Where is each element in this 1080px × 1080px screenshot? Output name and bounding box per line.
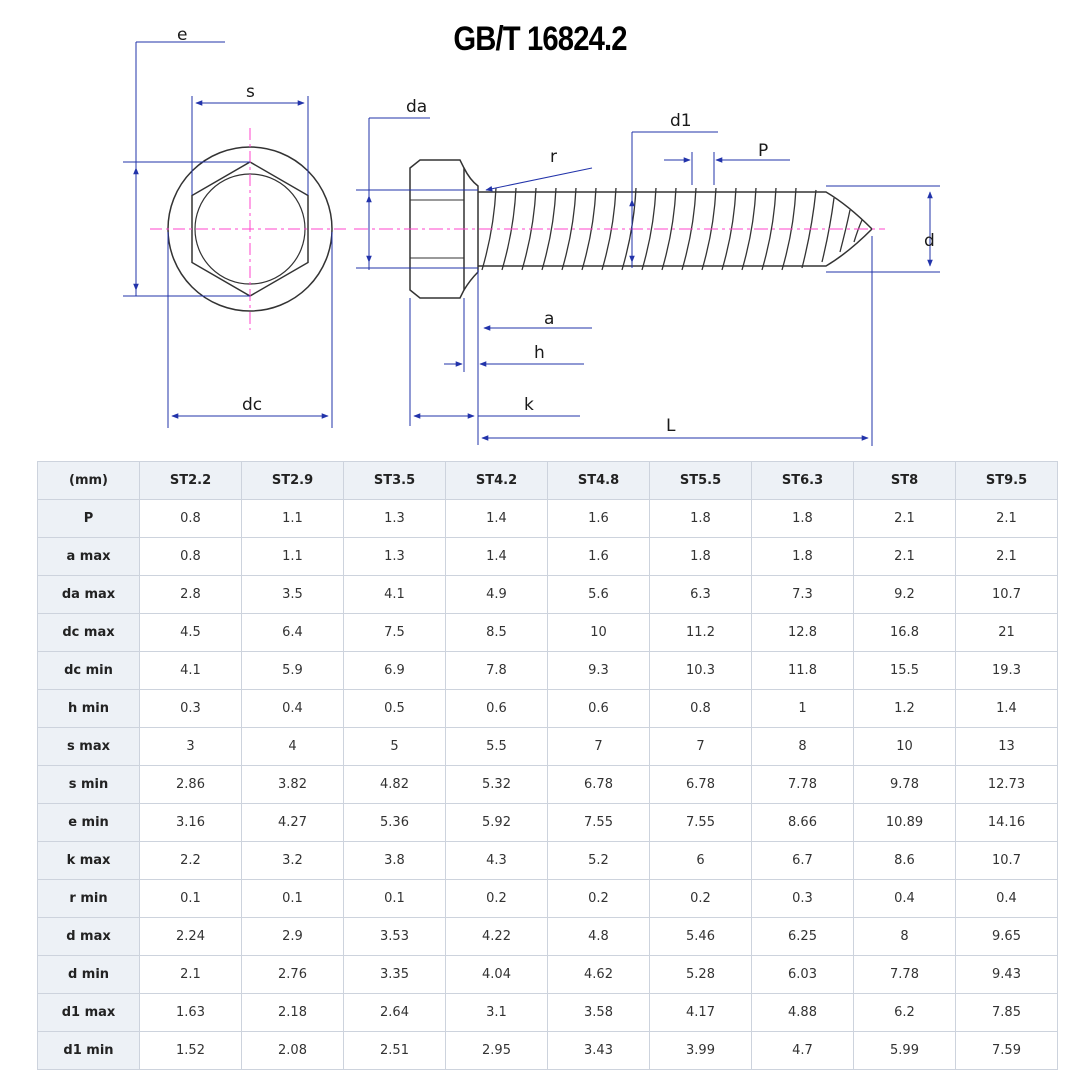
table-cell: 10.7 — [956, 576, 1058, 614]
label-dc: dc — [242, 395, 263, 415]
table-row — [38, 538, 1058, 576]
table-cell: 1.4 — [446, 500, 548, 538]
table-cell: 2.76 — [242, 956, 344, 994]
head-front-view — [150, 128, 350, 330]
dim-P — [664, 152, 790, 185]
dim-da — [356, 118, 478, 270]
table-cell: 2.08 — [242, 1032, 344, 1070]
table-cell: 1.6 — [548, 500, 650, 538]
table-cell: 12.73 — [956, 766, 1058, 804]
table-cell: 7.8 — [446, 652, 548, 690]
table-cell: 3.8 — [344, 842, 446, 880]
table-cell: 5.92 — [446, 804, 548, 842]
table-cell: 7 — [650, 728, 752, 766]
size-header: ST4.8 — [548, 462, 650, 500]
table-cell: 3.43 — [548, 1032, 650, 1070]
table-cell: 1.8 — [752, 538, 854, 576]
table-cell: 4.9 — [446, 576, 548, 614]
table-cell: 10.3 — [650, 652, 752, 690]
table-cell: 0.4 — [854, 880, 956, 918]
row-label: r min — [38, 880, 140, 918]
table-cell: 0.8 — [140, 500, 242, 538]
table-cell: 6 — [650, 842, 752, 880]
table-cell: 5.5 — [446, 728, 548, 766]
table-cell: 3.16 — [140, 804, 242, 842]
table-cell: 1.1 — [242, 500, 344, 538]
label-k: k — [524, 395, 534, 415]
table-cell: 15.5 — [854, 652, 956, 690]
table-cell: 2.9 — [242, 918, 344, 956]
table-cell: 3.99 — [650, 1032, 752, 1070]
label-d1: d1 — [670, 111, 692, 131]
label-e: e — [177, 25, 188, 45]
table-row — [38, 994, 1058, 1032]
screw-technical-drawing — [0, 0, 1080, 455]
table-row — [38, 1032, 1058, 1070]
dim-e — [123, 42, 250, 296]
table-cell: 4.3 — [446, 842, 548, 880]
table-cell: 8.5 — [446, 614, 548, 652]
table-header-row — [38, 462, 1058, 500]
table-cell: 5.9 — [242, 652, 344, 690]
table-cell: 1.1 — [242, 538, 344, 576]
size-header: ST3.5 — [344, 462, 446, 500]
table-cell: 0.1 — [344, 880, 446, 918]
table-cell: 0.2 — [446, 880, 548, 918]
table-cell: 10 — [854, 728, 956, 766]
label-s: s — [246, 82, 255, 102]
table-cell: 4.04 — [446, 956, 548, 994]
table-cell: 7.5 — [344, 614, 446, 652]
table-row — [38, 842, 1058, 880]
table-cell: 9.65 — [956, 918, 1058, 956]
table-cell: 4.62 — [548, 956, 650, 994]
label-da: da — [406, 97, 428, 117]
table-cell: 0.2 — [650, 880, 752, 918]
size-header: ST6.3 — [752, 462, 854, 500]
table-cell: 2.1 — [956, 500, 1058, 538]
table-cell: 1.8 — [752, 500, 854, 538]
row-label: d1 max — [38, 994, 140, 1032]
table-row — [38, 652, 1058, 690]
table-cell: 3 — [140, 728, 242, 766]
table-cell: 4.7 — [752, 1032, 854, 1070]
table-row — [38, 804, 1058, 842]
dim-a — [464, 270, 592, 445]
label-L: L — [666, 416, 676, 436]
table-cell: 6.03 — [752, 956, 854, 994]
table-cell: 0.3 — [752, 880, 854, 918]
row-label: d1 min — [38, 1032, 140, 1070]
row-label: s max — [38, 728, 140, 766]
size-header: ST4.2 — [446, 462, 548, 500]
table-cell: 8.6 — [854, 842, 956, 880]
table-cell: 4.1 — [140, 652, 242, 690]
table-cell: 7.78 — [854, 956, 956, 994]
table-cell: 7.55 — [548, 804, 650, 842]
table-cell: 1.3 — [344, 500, 446, 538]
table-cell: 0.6 — [446, 690, 548, 728]
table-cell: 8.66 — [752, 804, 854, 842]
label-P: P — [758, 141, 769, 161]
table-cell: 0.6 — [548, 690, 650, 728]
row-label: dc min — [38, 652, 140, 690]
table-cell: 2.51 — [344, 1032, 446, 1070]
table-cell: 2.64 — [344, 994, 446, 1032]
label-a: a — [544, 309, 555, 329]
table-row — [38, 576, 1058, 614]
table-cell: 9.78 — [854, 766, 956, 804]
unit-header: (mm) — [38, 462, 140, 500]
table-row — [38, 880, 1058, 918]
table-cell: 5.36 — [344, 804, 446, 842]
row-label: a max — [38, 538, 140, 576]
table-cell: 0.5 — [344, 690, 446, 728]
row-label: dc max — [38, 614, 140, 652]
size-header: ST8 — [854, 462, 956, 500]
table-cell: 0.2 — [548, 880, 650, 918]
table-cell: 11.8 — [752, 652, 854, 690]
table-cell: 3.5 — [242, 576, 344, 614]
table-cell: 1.2 — [854, 690, 956, 728]
table-body — [38, 500, 1058, 1070]
table-cell: 1.8 — [650, 538, 752, 576]
table-cell: 7.3 — [752, 576, 854, 614]
table-cell: 6.9 — [344, 652, 446, 690]
table-row — [38, 728, 1058, 766]
table-cell: 2.18 — [242, 994, 344, 1032]
table-cell: 4.1 — [344, 576, 446, 614]
table-cell: 2.1 — [854, 538, 956, 576]
table-cell: 10.89 — [854, 804, 956, 842]
table-cell: 7.78 — [752, 766, 854, 804]
table-cell: 12.8 — [752, 614, 854, 652]
table-cell: 14.16 — [956, 804, 1058, 842]
table-cell: 8 — [854, 918, 956, 956]
label-d: d — [924, 231, 935, 251]
table-cell: 3.1 — [446, 994, 548, 1032]
table-cell: 19.3 — [956, 652, 1058, 690]
row-label: da max — [38, 576, 140, 614]
table-row — [38, 500, 1058, 538]
row-label: k max — [38, 842, 140, 880]
size-header: ST2.2 — [140, 462, 242, 500]
table-row — [38, 766, 1058, 804]
table-cell: 6.4 — [242, 614, 344, 652]
table-cell: 2.1 — [956, 538, 1058, 576]
size-header: ST2.9 — [242, 462, 344, 500]
table-cell: 2.8 — [140, 576, 242, 614]
table-cell: 2.86 — [140, 766, 242, 804]
row-label: P — [38, 500, 140, 538]
table-cell: 6.78 — [650, 766, 752, 804]
label-r: r — [550, 147, 557, 167]
size-header: ST9.5 — [956, 462, 1058, 500]
table-cell: 2.1 — [140, 956, 242, 994]
table-row — [38, 918, 1058, 956]
table-cell: 10.7 — [956, 842, 1058, 880]
table-cell: 10 — [548, 614, 650, 652]
table-cell: 0.1 — [242, 880, 344, 918]
table-cell: 5 — [344, 728, 446, 766]
table-cell: 9.43 — [956, 956, 1058, 994]
table-cell: 9.3 — [548, 652, 650, 690]
table-cell: 6.2 — [854, 994, 956, 1032]
table-cell: 4.27 — [242, 804, 344, 842]
size-header: ST5.5 — [650, 462, 752, 500]
table-cell: 2.2 — [140, 842, 242, 880]
table-cell: 3.53 — [344, 918, 446, 956]
table-cell: 0.8 — [650, 690, 752, 728]
table-cell: 4.8 — [548, 918, 650, 956]
table-cell: 6.78 — [548, 766, 650, 804]
table-cell: 4 — [242, 728, 344, 766]
table-cell: 2.95 — [446, 1032, 548, 1070]
table-cell: 7.85 — [956, 994, 1058, 1032]
table-cell: 21 — [956, 614, 1058, 652]
table-row — [38, 690, 1058, 728]
label-h: h — [534, 343, 545, 363]
table-cell: 3.35 — [344, 956, 446, 994]
table-cell: 0.4 — [242, 690, 344, 728]
specification-table — [37, 461, 1058, 1070]
table-cell: 4.82 — [344, 766, 446, 804]
table-cell: 0.1 — [140, 880, 242, 918]
table-cell: 7.55 — [650, 804, 752, 842]
table-cell: 3.2 — [242, 842, 344, 880]
table-cell: 0.4 — [956, 880, 1058, 918]
table-cell: 1 — [752, 690, 854, 728]
row-label: d min — [38, 956, 140, 994]
table-cell: 11.2 — [650, 614, 752, 652]
table-cell: 2.24 — [140, 918, 242, 956]
table-cell: 13 — [956, 728, 1058, 766]
table-cell: 6.25 — [752, 918, 854, 956]
table-cell: 6.3 — [650, 576, 752, 614]
dim-k — [410, 298, 580, 426]
table-cell: 5.32 — [446, 766, 548, 804]
table-cell: 1.3 — [344, 538, 446, 576]
table-cell: 0.8 — [140, 538, 242, 576]
table-cell: 2.1 — [854, 500, 956, 538]
table-cell: 3.82 — [242, 766, 344, 804]
row-label: e min — [38, 804, 140, 842]
table-cell: 4.88 — [752, 994, 854, 1032]
page-title: GB/T 16824.2 — [453, 20, 627, 58]
table-cell: 1.4 — [956, 690, 1058, 728]
table-cell: 7.59 — [956, 1032, 1058, 1070]
table-cell: 5.46 — [650, 918, 752, 956]
table-cell: 4.17 — [650, 994, 752, 1032]
table-cell: 1.8 — [650, 500, 752, 538]
table-cell: 0.3 — [140, 690, 242, 728]
table-cell: 3.58 — [548, 994, 650, 1032]
table-cell: 4.5 — [140, 614, 242, 652]
table-cell: 7 — [548, 728, 650, 766]
table-cell: 16.8 — [854, 614, 956, 652]
row-label: s min — [38, 766, 140, 804]
dim-L — [482, 236, 872, 446]
table-row — [38, 956, 1058, 994]
table-cell: 1.6 — [548, 538, 650, 576]
row-label: d max — [38, 918, 140, 956]
table-cell: 1.4 — [446, 538, 548, 576]
table-cell: 8 — [752, 728, 854, 766]
table-cell: 4.22 — [446, 918, 548, 956]
table-cell: 5.28 — [650, 956, 752, 994]
table-cell: 5.99 — [854, 1032, 956, 1070]
table-cell: 5.6 — [548, 576, 650, 614]
row-label: h min — [38, 690, 140, 728]
table-cell: 5.2 — [548, 842, 650, 880]
table-cell: 1.52 — [140, 1032, 242, 1070]
table-cell: 9.2 — [854, 576, 956, 614]
table-cell: 1.63 — [140, 994, 242, 1032]
table-cell: 6.7 — [752, 842, 854, 880]
dim-r — [486, 168, 592, 190]
table-row — [38, 614, 1058, 652]
